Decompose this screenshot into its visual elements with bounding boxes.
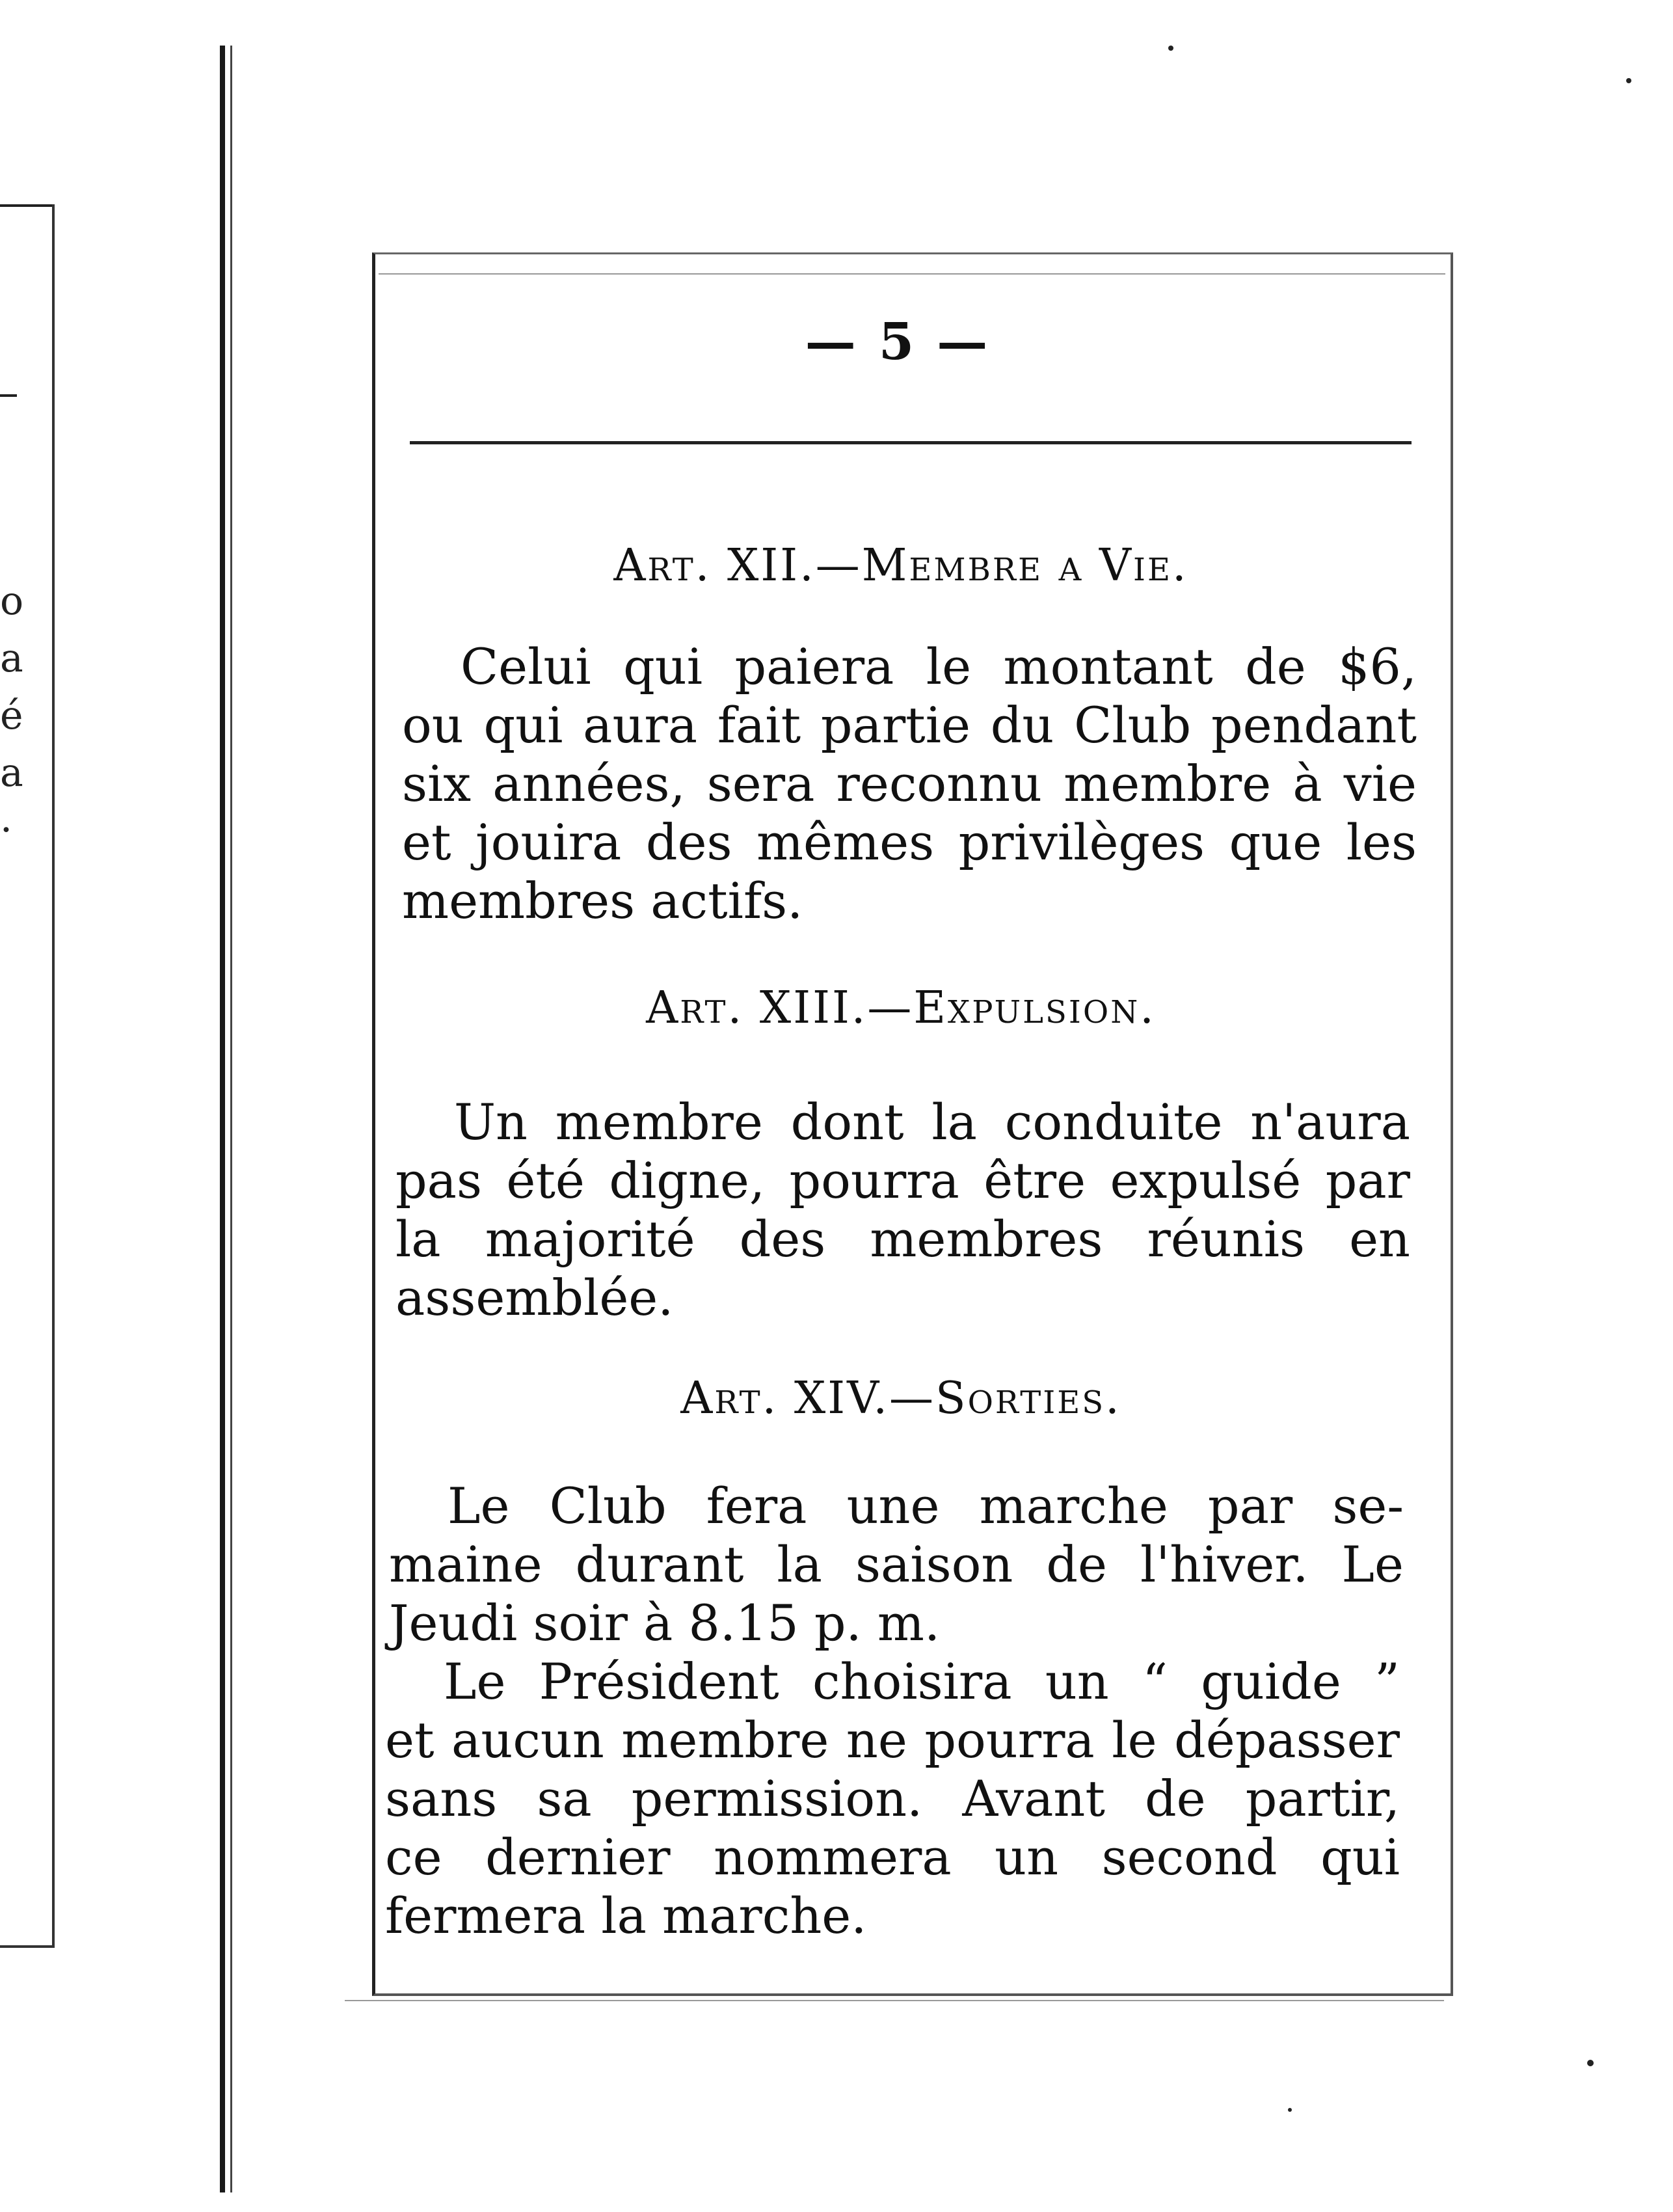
article-title: Sorties. [935, 1373, 1121, 1424]
binding-edge [220, 46, 225, 2192]
text-line: et aucun membre ne pourra le dépasser [385, 1711, 1400, 1769]
left-page-dash [0, 394, 17, 397]
left-glyph: a [0, 636, 23, 681]
scan-speck [1288, 2108, 1292, 2112]
left-glyph: o [0, 578, 24, 624]
text-line: et jouira des mêmes privilèges que les [402, 813, 1417, 871]
header-rule [410, 441, 1412, 444]
article-paragraph [395, 1093, 1410, 1327]
article-paragraph [389, 1477, 1404, 1652]
text-line: assemblée. [395, 1269, 674, 1327]
text-line: Un membre dont la conduite n'aura [454, 1093, 1410, 1151]
article-title: Membre a Vie. [861, 540, 1188, 591]
left-page-frame-top [0, 204, 53, 207]
text-line: Jeudi soir à 8.15 p. m. [389, 1594, 941, 1652]
left-page-frame-bottom [0, 1945, 53, 1948]
text-line: fermera la marche. [385, 1887, 867, 1945]
text-line: Le Club fera une marche par se- [448, 1477, 1404, 1535]
left-page-text-fragments [0, 573, 24, 859]
scan-speck [1587, 2060, 1594, 2066]
article-heading [390, 1373, 1412, 1424]
text-line: ou qui aura fait partie du Club pendant [402, 696, 1417, 754]
left-glyph: é [0, 693, 23, 738]
scan-speck [1626, 78, 1631, 83]
text-line: ce dernier nommera un second qui [385, 1828, 1400, 1886]
article-heading [390, 540, 1412, 591]
article-paragraph [385, 1652, 1400, 1945]
left-glyph: a [0, 750, 23, 796]
left-glyph: · [0, 807, 13, 853]
frame-top-rule [379, 273, 1445, 275]
frame-bottom-rule [345, 2000, 1444, 2001]
text-line: sans sa permission. Avant de partir, [385, 1770, 1400, 1828]
text-line: six années, sera reconnu membre à vie [402, 755, 1417, 813]
article-title: Expulsion. [913, 982, 1156, 1034]
page-number: — 5 — [805, 312, 991, 371]
binding-edge-inner [230, 46, 232, 2192]
text-line: membres actifs. [402, 872, 803, 930]
text-line: Le Président choisira un “ guide ” [444, 1652, 1400, 1710]
left-page-frame-right [52, 204, 55, 1948]
article-paragraph [402, 638, 1417, 930]
text-line: pas été digne, pourra être expulsé par [395, 1152, 1410, 1209]
article-number: Art. XIV.— [680, 1373, 935, 1424]
text-line: Celui qui paiera le montant de $6, [461, 638, 1417, 695]
article-number: Art. XIII.— [646, 982, 914, 1034]
text-line: la majorité des membres réunis en [395, 1210, 1410, 1268]
article-heading [390, 982, 1412, 1034]
text-line: maine durant la saison de l'hiver. Le [389, 1535, 1404, 1593]
scan-speck [1168, 46, 1173, 51]
article-number: Art. XII.— [613, 540, 862, 591]
